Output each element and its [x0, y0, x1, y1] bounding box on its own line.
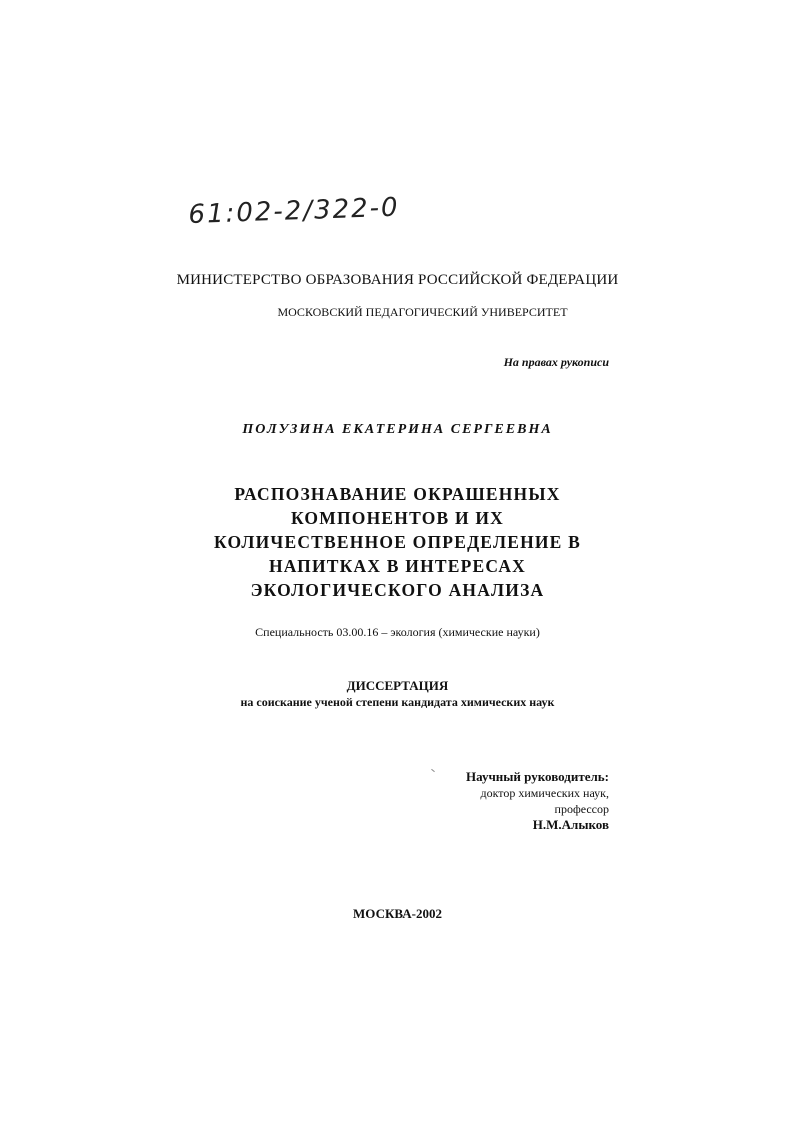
title-line: КОЛИЧЕСТВЕННОЕ ОПРЕДЕЛЕНИЕ В [213, 532, 582, 552]
dissertation-label: ДИССЕРТАЦИЯ [346, 678, 449, 693]
university-heading: МОСКОВСКИЙ ПЕДАГОГИЧЕСКИЙ УНИВЕРСИТЕТ [277, 305, 568, 319]
city-year: МОСКВА-2002 [353, 906, 442, 921]
title-line: НАПИТКАХ В ИНТЕРЕСАХ [268, 556, 527, 576]
title-line: ЭКОЛОГИЧЕСКОГО АНАЛИЗА [250, 580, 545, 600]
scan-speck [431, 769, 435, 772]
supervisor-rank: профессор [554, 802, 609, 816]
ministry-heading: МИНИСТЕРСТВО ОБРАЗОВАНИЯ РОССИЙСКОЙ ФЕДЕРАЦИИ [176, 272, 619, 288]
supervisor-degree: доктор химических наук, [480, 786, 609, 800]
archive-number-handwritten: 61:02-2/322-0 [188, 192, 401, 230]
specialty-line: Специальность 03.00.16 – экология (химические науки) [255, 625, 540, 639]
rights-note: На правах рукописи [503, 355, 609, 369]
supervisor-label: Научный руководитель: [466, 769, 609, 784]
dissertation-description: на соискание ученой степени кандидата химических наук [240, 695, 555, 709]
title-line: КОМПОНЕНТОВ И ИХ [290, 508, 505, 528]
author-name: ПОЛУЗИНА ЕКАТЕРИНА СЕРГЕЕВНА [242, 422, 553, 437]
supervisor-name: Н.М.Алыков [532, 817, 609, 832]
dissertation-title [0, 482, 795, 602]
title-line: РАСПОЗНАВАНИЕ ОКРАШЕННЫХ [234, 484, 561, 504]
supervisor-block [466, 769, 609, 833]
